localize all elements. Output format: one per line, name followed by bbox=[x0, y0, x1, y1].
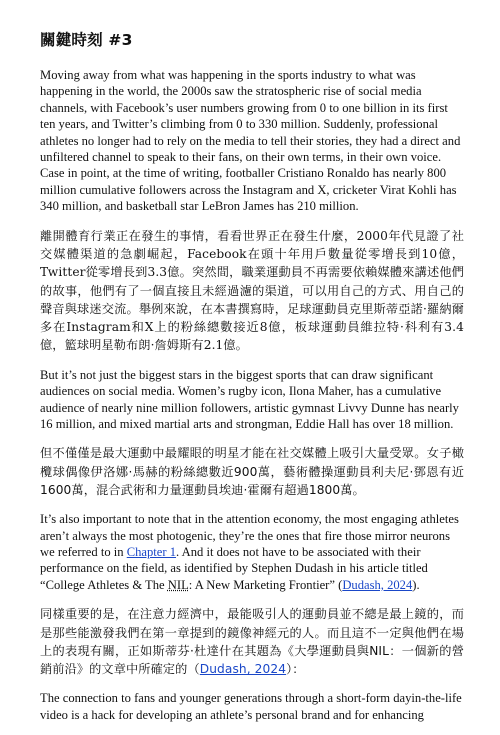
section-heading: 關鍵時刻 #3 bbox=[40, 31, 133, 49]
paragraph-3-chinese-text-2: ）： bbox=[286, 662, 305, 677]
chapter-1-link[interactable]: Chapter 1 bbox=[126, 545, 177, 560]
paragraph-2-chinese: 但不僅僅是最大運動中最耀眼的明星才能在社交媒體上吸引大量受眾。女子橄欖球偶像伊洛娜·馬赫的粉絲總數近900萬，藝術體操運動員利夫尼·鄧恩有近1600萬，混合武術和力量運動員埃迪·霍爾有超過1800萬。 bbox=[40, 446, 464, 497]
paragraph-3-text-3: : A New Marketing Frontier” ( bbox=[188, 577, 343, 592]
paragraph-1-chinese: 離開體育行業正在發生的事情，看看世界正在發生什麼，2000年代見證了社交媒體渠道的急劇崛起，Facebook在頭十年用戶數量從零增長到10億，Twitter從零增長到3.3億。突然間，職業運動員不再需要依賴媒體來講述他們的故事，他們有了一個直接且未經過濾的渠道，可以用自己的方式、用自己的聲音與球迷交流。舉例來說，在本書撰寫時，足球運動員克里斯蒂亞諾·羅納爾多在Instagram和X上的粉絲總數接近8億，板球運動員維拉特·科利有3.4億，籃球明星勒布朗·詹姆斯有2.1億。 bbox=[40, 228, 464, 353]
paragraph-3-chinese-text-1: 同樣重要的是，在注意力經濟中，最能吸引人的運動員並不總是最上鏡的，而是那些能激發我們在第一章提到的鏡像神經元的人。而且這不一定與他們在場上的表現有關，正如斯蒂芬·杜達什在其題為《大學運動員與NIL：一個新的營銷前沿》的文章中所確定的（ bbox=[40, 607, 464, 677]
nil-abbreviation: NIL bbox=[167, 577, 189, 592]
paragraph-3-text-2: . And it does not have to be associated with their performance on the field, as identified by Stephen Dudash in his article titled “College Athletes & The bbox=[40, 545, 428, 592]
paragraph-3-text-1: It’s also important to note that in the attention economy, the most engaging athletes aren’t always the most photogenic, they’re the ones that fire those mirror neurons we referred to in bbox=[40, 512, 459, 560]
paragraph-2-english: But it’s not just the biggest stars in the biggest sports that can draw significant audiences on social media. Women’s rugby icon, Ilona Maher, has a cumulative audience of nearly nine million followers, artistic gymnast Livvy Dunne has nearly 16 million, and mixed martial arts and strongman, Eddie Hall has over 18 million. bbox=[40, 367, 459, 431]
document-page bbox=[40, 30, 464, 735]
dudash-citation-link[interactable]: Dudash, 2024 bbox=[342, 577, 413, 592]
paragraph-3-chinese bbox=[40, 605, 464, 678]
paragraph-1-english: Moving away from what was happening in the sports industry to what was happening in the world, the 2000s saw the stratospheric rise of social media channels, with Facebook’s user numbers growing from 0 to one billion in its first ten years, and Twitter’s climbing from 0 to 330 million. Suddenly, professional athletes no longer had to rely on the media to tell their stories, they had a direct and unfiltered channel to speak to their fans, on their own terms, in their own voice. Case in point, at the time of writing, footballer Cristiano Ronaldo has nearly 800 million cumulative followers across the Instagram and X, cricketer Virat Kohli has 340 million, and basketball star LeBron James has 210 million. bbox=[40, 68, 461, 214]
paragraph-4-english: The connection to fans and younger generations through a short-form dayin-the-life video is a hack for developing an athlete’s personal brand and for enhancing bbox=[40, 691, 462, 722]
paragraph-3-english bbox=[40, 511, 464, 593]
paragraph-3-text-4: ). bbox=[412, 577, 420, 592]
dudash-citation-link-zh[interactable]: Dudash, 2024 bbox=[199, 662, 287, 677]
